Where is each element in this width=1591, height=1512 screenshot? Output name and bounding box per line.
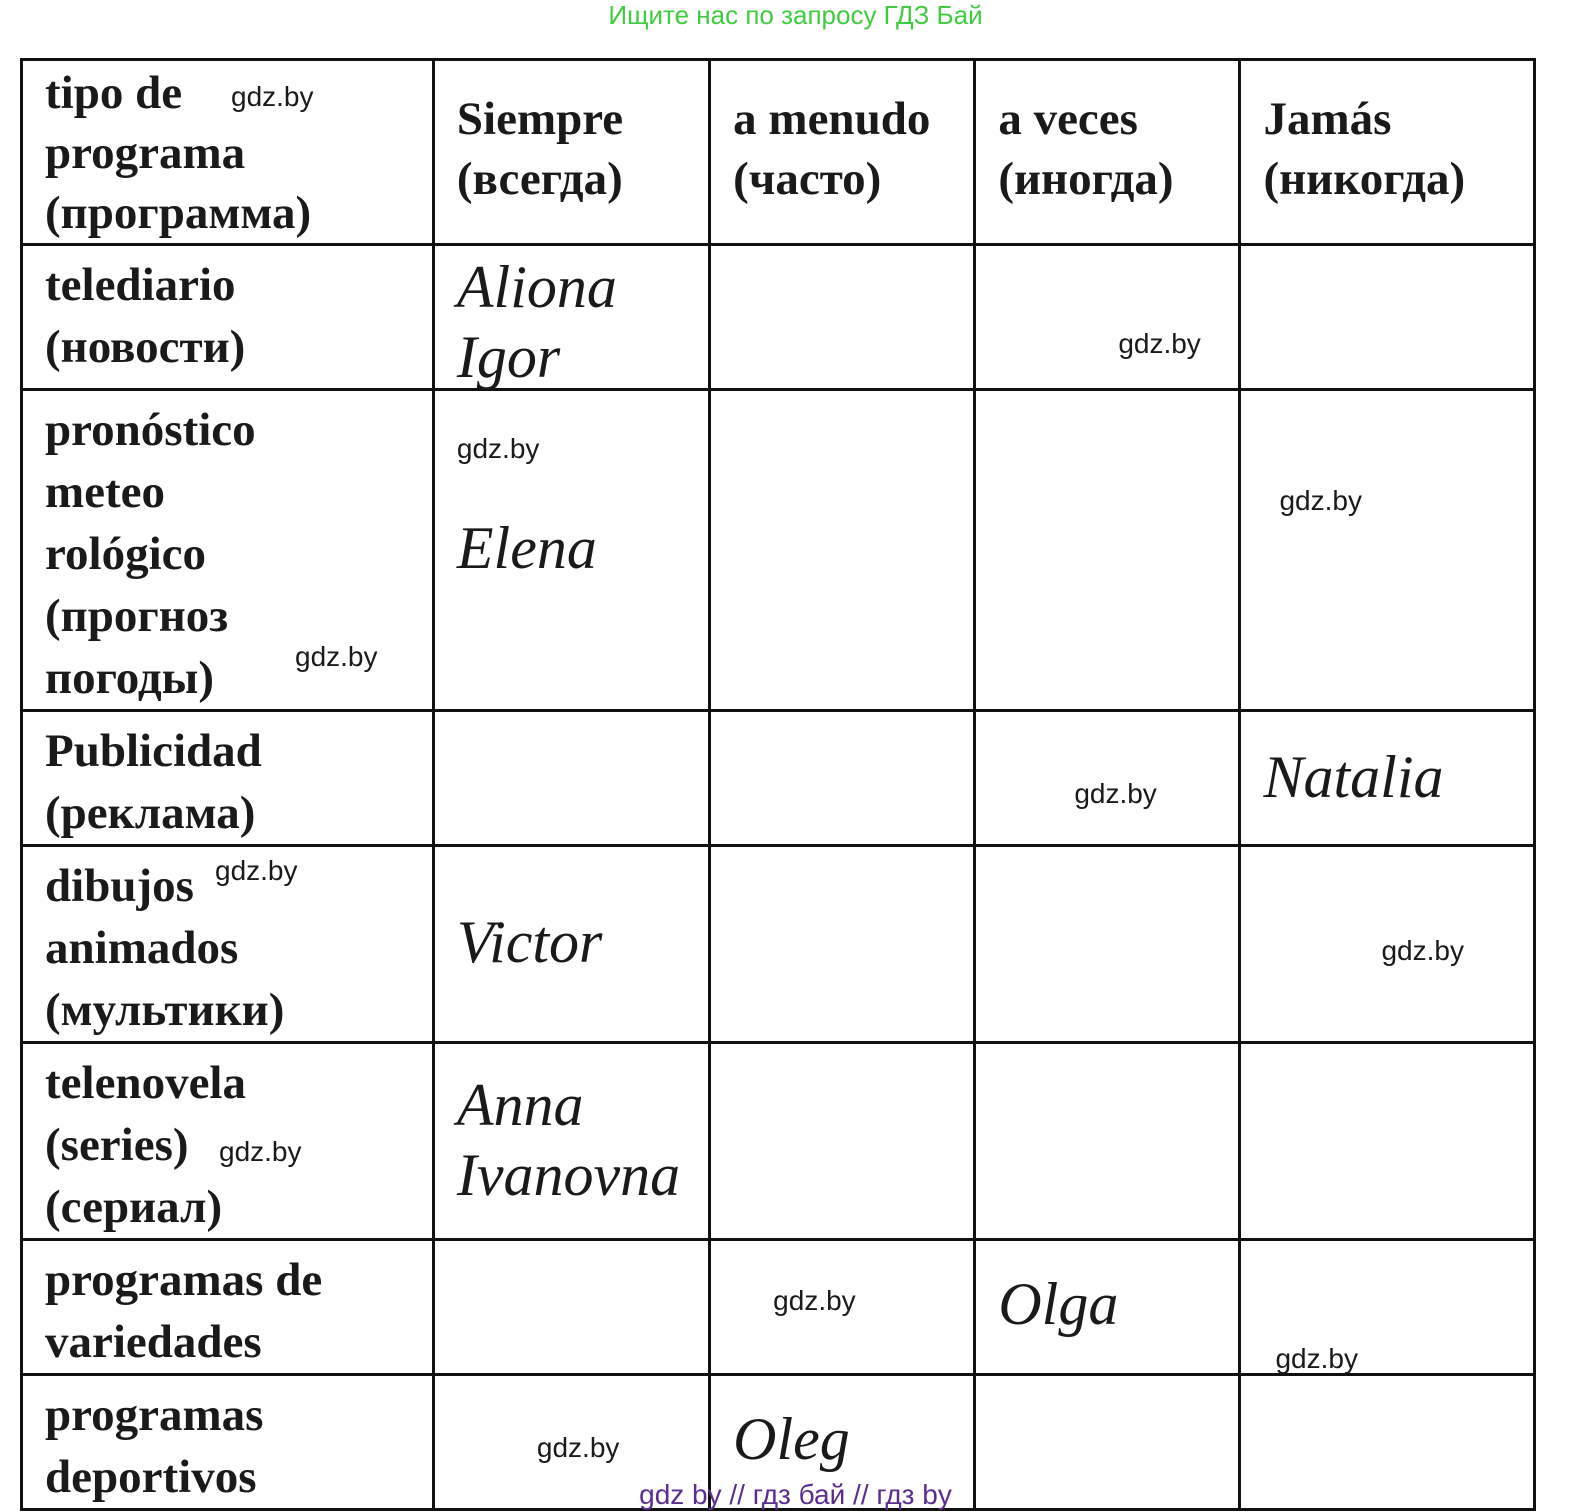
row-label-line: animados [45,922,239,974]
tv-schedule-table [20,58,1536,1511]
cell-a-menudo [710,1043,975,1240]
row-label-line: Publicidad [45,725,262,777]
row-label-line: variedades [45,1316,262,1368]
cell-siempre [433,846,709,1043]
row-label-line: programas de [45,1254,323,1306]
header-jamas [1240,60,1535,245]
header-type-line: programa [45,127,246,179]
cell-a-veces [975,1240,1240,1375]
row-label-line: (прогноз [45,590,229,642]
table-row [22,1043,1535,1240]
cell-a-menudo [710,846,975,1043]
row-label-dibujos [22,846,434,1043]
header-siempre [433,60,709,245]
cell-siempre [433,711,709,846]
watermark: gdz.by [215,855,298,886]
watermark: gdz.by [1074,778,1157,809]
watermark: gdz.by [295,641,378,672]
header-translation: (часто) [733,153,882,205]
header-program-type [22,60,434,245]
header-translation: (всегда) [456,153,623,205]
header-label: a menudo [733,93,931,145]
student-name: Ivanovna [456,1142,681,1208]
student-name: Anna [456,1072,584,1138]
watermark: gdz.by [456,433,540,464]
cell-a-veces [975,846,1240,1043]
cell-a-menudo [710,711,975,846]
row-label-line: pronóstico [45,404,256,456]
watermark: gdz.by [1279,485,1362,516]
watermark: gdz.by [1275,1343,1358,1374]
row-label-line: rológico [45,528,206,580]
cell-siempre [433,245,709,390]
row-label-line: (сериал) [45,1181,223,1233]
header-type-line: tipo de [45,67,183,119]
header-type-line: (программа) [45,187,312,239]
row-label-pronostico [22,390,434,711]
cell-a-veces [975,1043,1240,1240]
header-a-veces [975,60,1240,245]
table-row [22,245,1535,390]
row-label-line: programas [45,1389,264,1441]
row-label-line: (реклама) [45,787,256,839]
row-label-variedades [22,1240,434,1375]
search-hint: Ищите нас по запросу ГДЗ Бай [608,0,983,30]
watermark: gdz.by [231,81,314,112]
cell-a-menudo [710,245,975,390]
cell-siempre [433,390,709,711]
table-row [22,846,1535,1043]
table-row [22,1240,1535,1375]
row-label-telenovela [22,1043,434,1240]
watermark: gdz.by [219,1136,302,1167]
watermark: gdz.by [1118,328,1201,359]
watermark: gdz.by [773,1285,856,1316]
cell-a-veces [975,711,1240,846]
cell-a-veces [975,245,1240,390]
table-row [22,390,1535,711]
student-name: Victor [456,909,603,975]
cell-a-veces [975,390,1240,711]
cell-jamas [1240,1240,1535,1375]
row-label-line: telenovela [45,1057,246,1109]
student-name: Elena [456,515,597,581]
header-translation: (иногда) [998,153,1174,205]
cell-jamas [1240,245,1535,390]
student-name: Igor [456,324,561,390]
row-label-telediario [22,245,434,390]
row-label-line: deportivos [45,1451,257,1503]
watermark: gdz.by [1381,935,1464,966]
row-label-line: (новости) [45,321,246,373]
header-translation: (никогда) [1263,153,1466,205]
table-row [22,711,1535,846]
cell-a-menudo [710,390,975,711]
row-label-line: telediario [45,259,236,311]
row-label-line: погоды) [45,652,215,704]
row-label-line: meteo [45,466,166,518]
header-label: a veces [998,93,1138,145]
cell-jamas [1240,711,1535,846]
cell-jamas [1240,846,1535,1043]
cell-siempre [433,1043,709,1240]
site-footer: gdz by // гдз бай // гдз by [639,1479,952,1510]
cell-a-menudo [710,1240,975,1375]
student-name: Aliona [456,254,617,320]
cell-siempre [433,1240,709,1375]
header-row [22,60,1535,245]
student-name: Olga [998,1271,1119,1337]
cell-jamas [1240,390,1535,711]
row-label-line: dibujos [45,860,194,912]
row-label-line: (series) [45,1119,189,1171]
header-a-menudo [710,60,975,245]
header-label: Siempre [456,93,624,145]
student-name: Natalia [1263,744,1444,810]
row-label-publicidad [22,711,434,846]
student-name: Oleg [733,1406,850,1472]
cell-jamas [1240,1043,1535,1240]
row-label-line: (мультики) [45,984,285,1036]
watermark: gdz.by [536,1432,620,1463]
header-label: Jamás [1263,93,1392,145]
